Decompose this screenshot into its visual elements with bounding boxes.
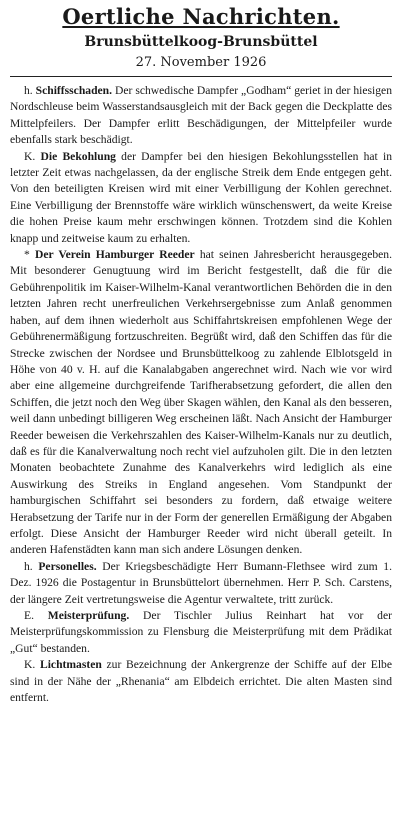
divider [10, 76, 392, 77]
article-schiffsschaden [10, 83, 392, 149]
article-heading: Der Verein Hamburger Reeder [34, 248, 195, 262]
section-subtitle: Brunsbüttelkoog-Brunsbüttel [84, 34, 318, 50]
article-body: der Dampfer bei den hiesigen Bekohlungsstellen hat in letzter Zeit etwas nachgelassen, da der englische Streik dem Ende entgegen geht. Von den beteiligten Kreisen wird mit einer Verbilligung der Kohlen gerechnet. Eine Verbilligung der Brennstoffe wäre wirklich wünschenswert, da weite Kreise die hohen Preise kaum mehr erschwingen können. Trotzdem sind die Kohlen knapp und zeitweise kaum zu erhalten. [10, 149, 392, 245]
article-body: Der Tischler Julius Reinhart hat vor der Meisterprüfungskommission zu Flensburg die Meisterprüfung mit dem Prädikat „Gut“ bestanden. [10, 609, 392, 655]
article-author: E. [24, 609, 34, 622]
article-meisterpruefung [10, 608, 392, 657]
article-body: Der Kriegsbeschädigte Herr Bumann-Flethsee wird zum 1. Dez. 1926 die Postagentur in Brunsbüttelort übernehmen. Herr P. Sch. Carstens, der längere Zeit vertretungsweise die Agentur verwaltete, tritt zurück. [10, 559, 392, 606]
article-bekohlung [10, 149, 392, 247]
issue-date: 27. November 1926 [135, 55, 267, 70]
article-author: K. [24, 658, 36, 672]
article-body: hat seinen Jahresbericht herausgegeben. Mit besonderer Genugtuung wird im Bericht festgestellt, daß die für die Gebührenpolitik im Kaiser-Wilhelm-Kanal verantwortlichen Behörden die in den letzten Jahren recht unerfreulichen Verkehrsergebnisse zum Anlaß genommen haben, auf dem ihnen wiederholt aus Schiffahrtskreisen empfohlenen Wege der Gebührenermäßigung fortzuschreiten. Begrüßt wird, daß den Schiffen das für die Strecke zwischen der Nordsee und Brunsbüttelkoog zu zahlende Elblotsgeld in Höhe von 40 v. H. auf die Kanalabgaben angerechnet wird. Nach wie vor wird aber eine allgemeine durchgreifende Tarifherabsetzung gefordert, die allen den Schiffen, die jetzt noch den Weg über Skagen wählen, den Kanal als den besseren, weil dann unbedingt billigeren Weg erscheinen läßt. Nach Ansicht der Hamburger Reeder beweisen die Verkehrszahlen des Kaiser-Wilhelm-Kanals nur zu deutlich, daß es für die Kanalverwaltung noch recht viel aufzuholen gilt. Die in den letzten Monaten beobachtete Zunahme des Kanalverkehrs wird lediglich als eine Auswirkung des Streiks in England angesehen. Vom Standpunkt der hamburgischen Schiffahrt sei besonders zu fordern, daß etwaige weitere Herabsetzung der Tarife nur in der Form der generellen Ermäßigung der Abgaben erfolgt. Diese Ansicht der Hamburger Reeder wird nicht überall geteilt. In anderen Hafenstädten kann man sich andere Lösungen denken. [10, 248, 392, 557]
article-lichtmasten [10, 657, 392, 706]
article-body: zur Bezeichnung der Ankergrenze der Schiffe auf der Elbe sind in der Nähe der „Rhenania“ am Elbdeich errichtet. Die alten Masten sind entfernt. [10, 658, 392, 705]
article-heading: Die Bekohlung [40, 149, 116, 163]
article-author: * [24, 248, 30, 262]
article-heading: Personelles. [38, 559, 97, 573]
article-personelles [10, 559, 392, 608]
article-heading: Lichtmasten [39, 658, 102, 672]
article-verein-hamburger-reeder [10, 247, 392, 559]
article-author: K. [24, 149, 36, 163]
masthead [10, 4, 392, 72]
article-author: h. [24, 559, 33, 573]
article-body: Der schwedische Dampfer „Godham“ geriet in der hiesigen Nordschleuse beim Wasserstandsausgleich mit der Back gegen die Deckplatte des Mittelpfeilers. Der Dampfer erlitt Beschädigungen, der Mittelpfeiler wurde ebenfalls stark beschädigt. [10, 84, 392, 147]
article-heading: Meisterprüfung. [47, 609, 130, 622]
article-author: h. [24, 84, 33, 97]
article-heading: Schiffsschaden. [35, 84, 113, 97]
section-title: Oertliche Nachrichten. [62, 4, 340, 29]
